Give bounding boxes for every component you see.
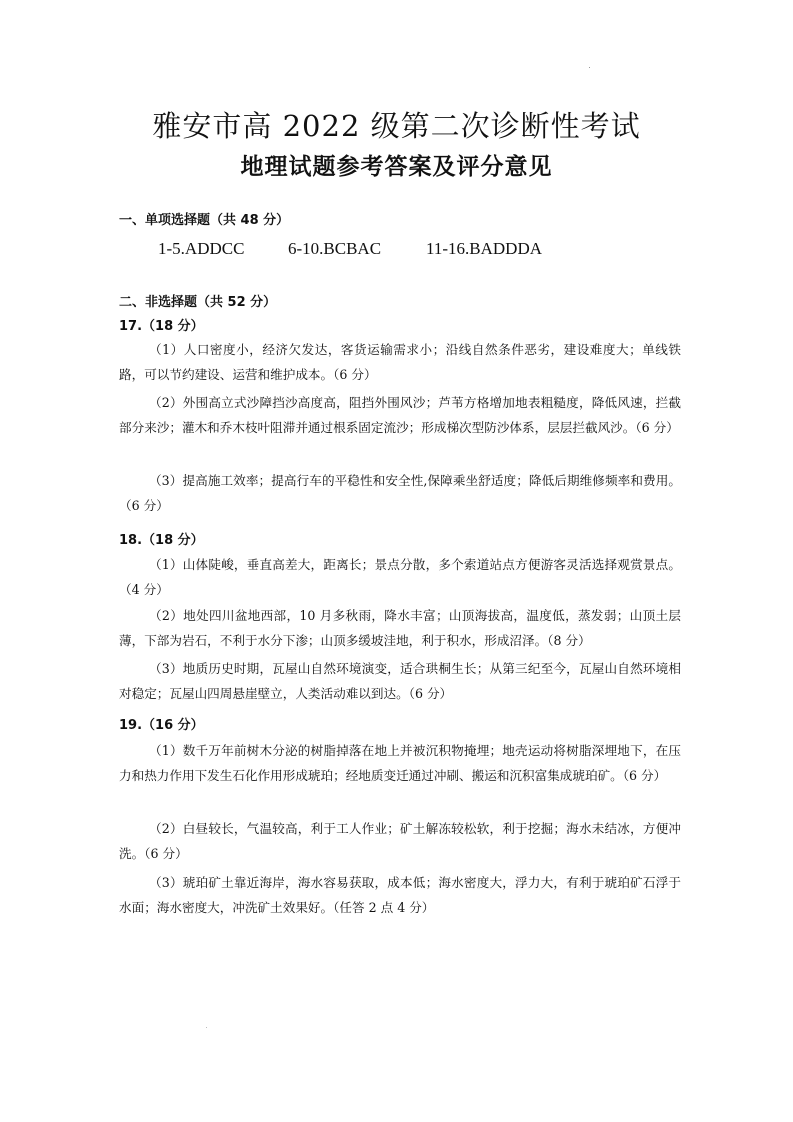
section2-heading: 二、非选择题（共 52 分） (119, 295, 277, 310)
question-17-heading: 17.（18 分） (119, 319, 204, 334)
question-17-part-1: （1）人口密度小，经济欠发达，客货运输需求小；沿线自然条件恶劣，建设难度大；单线铁路，可以节约建设、运营和维护成本。（6 分） (119, 342, 681, 382)
question-19-part-3: （3）琥珀矿土靠近海岸，海水容易获取，成本低；海水密度大，浮力大，有利于琥珀矿石浮于水面；海水密度大，冲洗矿土效果好。（任答 2 点 4 分） (119, 875, 681, 915)
question-17-part-3: （3）提高施工效率；提高行车的平稳性和安全性,保障乘坐舒适度；降低后期维修频率和费用。（6 分） (119, 473, 681, 513)
question-17-part-2: （2）外围高立式沙障挡沙高度高，阻挡外围风沙；芦苇方格增加地表粗糙度，降低风速，拦截部分来沙；灌木和乔木枝叶阻滞并通过根系固定流沙；形成梯次型防沙体系，层层拦截风沙。（6 分） (119, 395, 681, 435)
question-19-part-1: （1）数千万年前树木分泌的树脂掉落在地上并被沉积物掩埋；地壳运动将树脂深埋地下，在压力和热力作用下发生石化作用形成琥珀；经地质变迁通过冲刷、搬运和沉积富集成琥珀矿。（6 分） (119, 743, 681, 783)
question-18-part-1: （1）山体陡峻，垂直高差大，距离长；景点分散，多个索道站点方便游客灵活选择观赏景点。（4 分） (119, 557, 681, 597)
question-19-part-2: （2）白昼较长，气温较高，利于工人作业；矿土解冻较松软，利于挖掘；海水未结冰，方便冲洗。（6 分） (119, 821, 681, 861)
scan-dot (589, 67, 590, 68)
question-18-part-2: （2）地处四川盆地西部，10 月多秋雨，降水丰富；山顶海拔高，温度低，蒸发弱；山顶土层薄，下部为岩石，不利于水分下渗；山顶多缓坡洼地，利于积水，形成沼泽。（8 分） (119, 608, 681, 648)
choice-answers (158, 239, 542, 259)
question-18-heading: 18.（18 分） (119, 533, 204, 548)
scan-dot (206, 1027, 207, 1028)
answer-group: 11-16.BADDDA (426, 239, 543, 258)
document-title: 雅安市高 2022 级第二次诊断性考试 (152, 109, 641, 143)
document-subtitle: 地理试题参考答案及评分意见 (240, 154, 553, 180)
answer-group: 1-5.ADDCC (158, 239, 245, 258)
answer-group: 6-10.BCBAC (288, 239, 382, 258)
question-19-heading: 19.（16 分） (119, 718, 204, 733)
question-18-part-3: （3）地质历史时期，瓦屋山自然环境演变，适合珙桐生长；从第三纪至今，瓦屋山自然环境相对稳定；瓦屋山四周悬崖壁立，人类活动难以到达。（6 分） (119, 661, 681, 701)
section1-heading: 一、单项选择题（共 48 分） (119, 213, 290, 228)
